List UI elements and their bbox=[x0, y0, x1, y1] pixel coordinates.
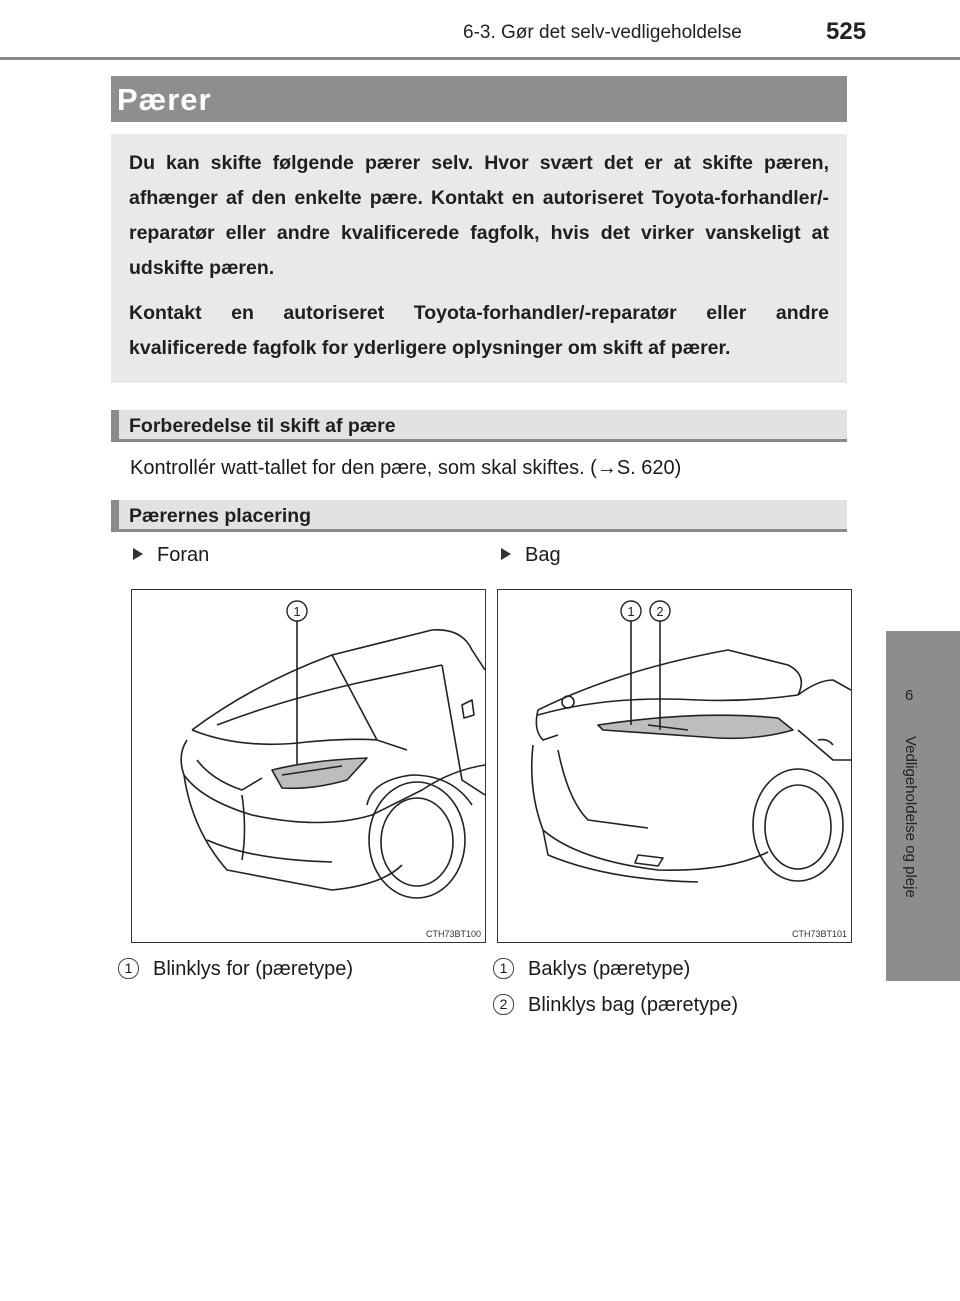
triangle-bullet-icon bbox=[133, 548, 143, 560]
legend-number: 2 bbox=[493, 994, 514, 1015]
chapter-number: 6 bbox=[905, 687, 914, 704]
legend-text: Blinklys for (pæretype) bbox=[153, 958, 354, 980]
rear-bullet bbox=[501, 544, 561, 567]
rear-callout-1: 1 bbox=[627, 604, 635, 619]
front-callout-1: 1 bbox=[293, 604, 301, 619]
section-title: 6-3. Gør det selv-vedligeholdelse bbox=[463, 22, 742, 43]
intro-box bbox=[111, 134, 847, 383]
chapter-tab bbox=[886, 631, 960, 981]
rear-car-drawing bbox=[498, 590, 851, 942]
prep-text: Kontrollér watt-tallet for den pære, som skal skiftes. (→S. 620) bbox=[130, 457, 682, 479]
prep-heading-bar bbox=[111, 410, 847, 442]
placement-heading: Pærernes placering bbox=[129, 505, 312, 527]
rear-label: Bag bbox=[525, 544, 561, 566]
front-label: Foran bbox=[157, 544, 210, 566]
placement-heading-bar bbox=[111, 500, 847, 532]
prep-heading: Forberedelse til skift af pære bbox=[129, 415, 396, 437]
front-figure-code: CTH73BT100 bbox=[425, 929, 481, 939]
intro-paragraph-2: Kontakt en autoriseret Toyota-forhandler/-reparatør eller andre kvalificerede fagfolk for yderligere oplysninger om skift af pærer. bbox=[129, 302, 829, 359]
page-title: Pærer bbox=[117, 82, 212, 117]
front-bullet bbox=[133, 544, 209, 567]
legend-text: Blinklys bag (pæretype) bbox=[528, 994, 739, 1016]
rear-callout-2: 2 bbox=[656, 604, 664, 619]
front-car-illustration bbox=[131, 589, 486, 943]
rear-legend-item bbox=[493, 994, 738, 1017]
rear-car-illustration bbox=[497, 589, 852, 943]
title-bar bbox=[111, 76, 847, 122]
header-divider bbox=[0, 57, 960, 60]
rear-legend-item bbox=[493, 958, 690, 981]
page-number: 525 bbox=[826, 18, 867, 45]
legend-number: 1 bbox=[118, 958, 139, 979]
legend-text: Baklys (pæretype) bbox=[528, 958, 691, 980]
legend-number: 1 bbox=[493, 958, 514, 979]
intro-paragraph-1: Du kan skifte følgende pærer selv. Hvor svært det er at skifte pæren, afhænger af den enkelte pære. Kontakt en autoriseret Toyota-forhandler/-reparatør eller andre kvalificerede fagfolk, hvis det virker vanskeligt at udskifte pæren. bbox=[129, 152, 829, 279]
chapter-label: Vedligeholdelse og pleje bbox=[902, 736, 919, 898]
front-car-drawing bbox=[132, 590, 485, 942]
front-legend-item bbox=[118, 958, 353, 981]
triangle-bullet-icon bbox=[501, 548, 511, 560]
rear-figure-code: CTH73BT101 bbox=[791, 929, 847, 939]
